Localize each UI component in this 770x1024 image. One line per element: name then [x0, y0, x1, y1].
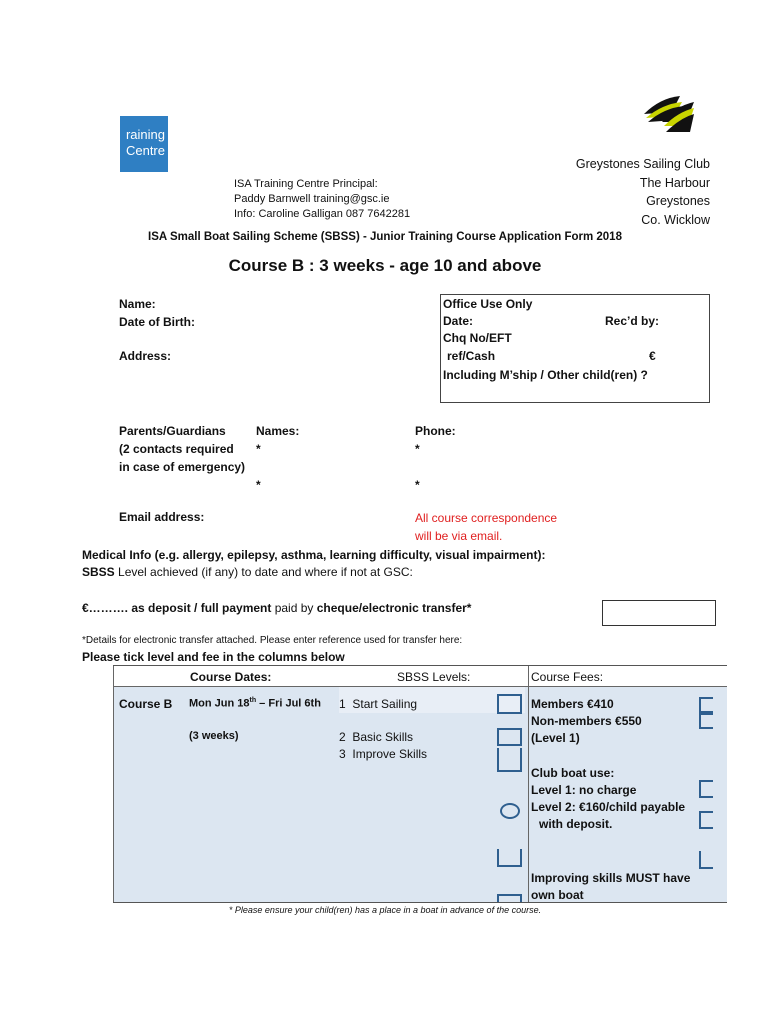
dob-label: Date of Birth: [119, 315, 195, 329]
names-label: Names: [256, 424, 300, 438]
level-item [339, 697, 417, 711]
email-note-line: will be via email. [415, 529, 503, 543]
dates-sup: th [249, 697, 257, 704]
office-chq: Chq No/EFT [443, 331, 512, 345]
fee-nonmembers: Non-members €550 [531, 714, 642, 728]
address-line: The Harbour [639, 175, 710, 190]
fee-nonmembers-checkbox[interactable] [699, 713, 713, 729]
fee-level1-checkbox[interactable] [699, 780, 713, 798]
principal-line: Paddy Barnwell training@gsc.ie [234, 193, 390, 205]
office-ref: ref/Cash [447, 349, 496, 363]
deposit-reference-box[interactable] [602, 600, 716, 626]
level-1-checkbox[interactable] [497, 694, 522, 714]
email-note-line: All course correspondence [415, 511, 558, 525]
fee-own-boat: own boat [531, 888, 584, 902]
fee-improving-checkbox[interactable] [699, 851, 713, 869]
course-title: Course B : 3 weeks - age 10 and above [228, 256, 542, 275]
name-label: Name: [119, 297, 156, 311]
office-recd: Rec’d by: [605, 314, 660, 328]
course-dates [189, 697, 321, 710]
training-centre-logo [120, 116, 168, 172]
office-date: Date: [443, 314, 474, 328]
level-num: 2 [339, 730, 346, 744]
tick-instruction: Please tick level and fee in the columns below [82, 650, 345, 664]
fees-block-1 [531, 696, 642, 747]
address-line: Co. Wicklow [641, 212, 710, 227]
level-option-circle[interactable] [500, 803, 520, 819]
sailing-club-logo [640, 92, 696, 136]
principal-info [234, 177, 410, 222]
table-divider [528, 666, 529, 902]
name-bullet: * [256, 478, 261, 492]
header-dates: Course Dates: [190, 670, 272, 684]
fee-l1: Level 1: no charge [531, 783, 637, 797]
level-name: Start Sailing [352, 697, 418, 711]
office-use-box [440, 294, 710, 403]
guardians-label: Parents/Guardians [119, 424, 226, 438]
address-line: Greystones [646, 194, 710, 208]
fee-level1: (Level 1) [531, 731, 580, 745]
dates-end: – Fri Jul 6th [256, 697, 321, 710]
transfer-note: *Details for electronic transfer attached. Please enter reference used for transfer here: [82, 635, 463, 646]
level-item [339, 747, 427, 761]
level-num: 1 [339, 697, 346, 711]
footnote: * Please ensure your child(ren) has a place in a boat in advance of the course. [228, 905, 542, 915]
guardians-label-2: (2 contacts required [119, 442, 234, 456]
fee-level2-checkbox[interactable] [699, 811, 713, 829]
level-name: Basic Skills [352, 730, 414, 744]
level-num: 3 [339, 747, 346, 761]
office-membership: Including M’ship / Other child(ren) ? [443, 368, 648, 382]
phone-label: Phone: [415, 424, 456, 438]
deposit-line [82, 601, 471, 615]
email-label: Email address: [119, 510, 205, 524]
level-item [339, 730, 413, 744]
sbss-bold: SBSS [82, 565, 115, 579]
fees-block-3 [531, 870, 690, 904]
club-address [576, 155, 710, 229]
deposit-mid: paid by [271, 601, 317, 615]
address-line: Greystones Sailing Club [575, 157, 710, 171]
level-3-checkbox[interactable] [497, 748, 522, 772]
level-option-checkbox[interactable] [497, 849, 522, 867]
sbss-rest: Level achieved (if any) to date and where if not at GSC: [114, 565, 413, 579]
logo-text-2: Centre [125, 143, 165, 158]
medical-label: Medical Info (e.g. allergy, epilepsy, asthma, learning difficulty, visual impairment): [82, 548, 546, 562]
header-levels: SBSS Levels: [397, 670, 471, 684]
level-option-checkbox[interactable] [497, 894, 522, 902]
header-fees: Course Fees: [531, 670, 604, 684]
logo-text-1: raining [125, 127, 165, 142]
deposit-bold: €………. as deposit / full payment [82, 601, 272, 615]
form-title: ISA Small Boat Sailing Scheme (SBSS) - Junior Training Course Application Form 2018 [148, 231, 622, 243]
phone-bullet: * [415, 478, 420, 492]
address-label: Address: [119, 349, 172, 363]
guardians-label-3: in case of emergency) [119, 460, 246, 474]
course-name: Course B [119, 697, 173, 711]
fee-members: Members €410 [531, 697, 614, 711]
office-title: Office Use Only [443, 297, 533, 311]
principal-line: Info: Caroline Galligan 087 7642281 [234, 208, 411, 220]
sbss-label [82, 565, 413, 579]
fee-deposit: with deposit. [539, 817, 613, 831]
fee-clubboat: Club boat use: [531, 766, 615, 780]
fees-block-2 [531, 765, 685, 833]
fee-l2: Level 2: €160/child payable [531, 800, 686, 814]
office-euro: € [649, 349, 656, 363]
table-divider [113, 666, 114, 902]
fee-improving: Improving skills MUST have [531, 871, 691, 885]
deposit-method: cheque/electronic transfer* [316, 601, 472, 615]
phone-bullet: * [415, 442, 420, 456]
email-note [415, 509, 557, 545]
fee-members-checkbox[interactable] [699, 697, 713, 713]
level-2-checkbox[interactable] [497, 728, 522, 746]
name-bullet: * [256, 442, 261, 456]
course-weeks: (3 weeks) [189, 730, 239, 742]
course-table [113, 665, 727, 903]
level-name: Improve Skills [352, 747, 428, 761]
dates-start: Mon Jun 18 [189, 697, 250, 710]
principal-line: ISA Training Centre Principal: [234, 178, 378, 190]
